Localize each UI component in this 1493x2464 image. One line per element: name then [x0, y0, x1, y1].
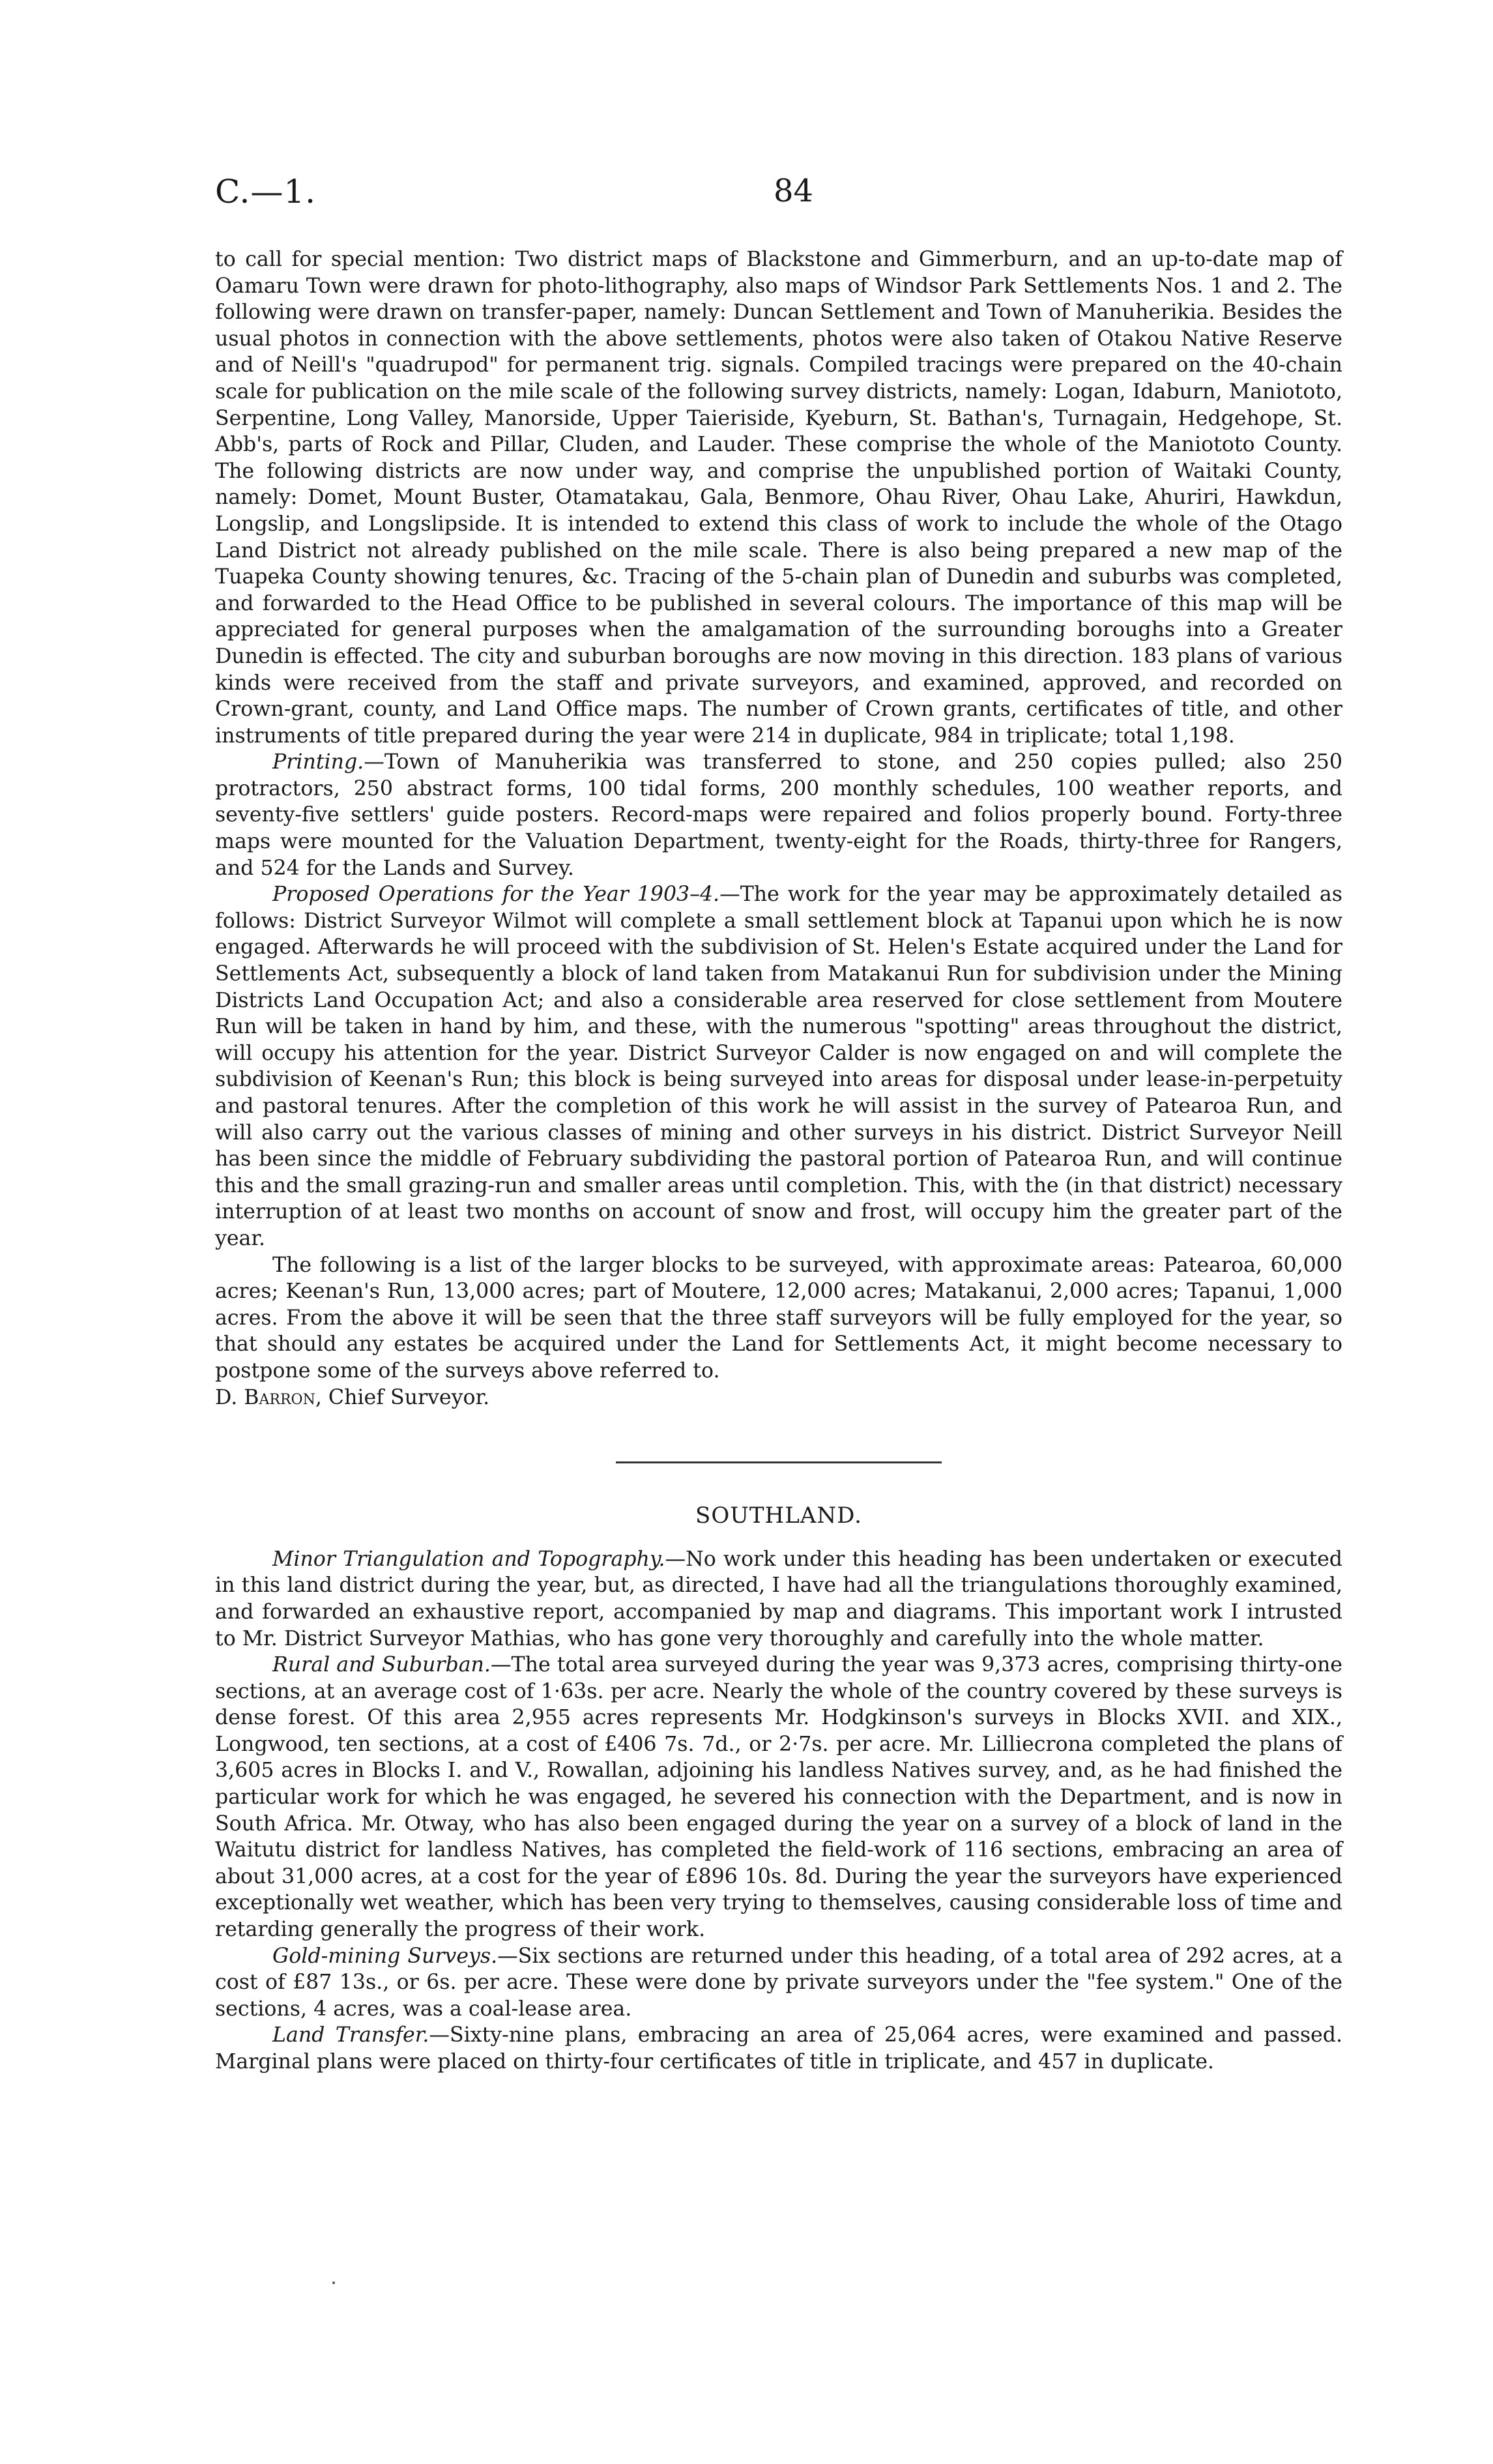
- signature: [215, 1385, 1342, 1411]
- land-transfer-heading: Land Transfer.: [272, 2023, 429, 2047]
- gold-mining-text: —Six sections are returned under this heading, of a total area of 292 acres, at a cost of £87 13s., or 6s. per acre. These were done by private surveyors under the "fee system." One of the sections, 4 acres, was a coal-lease area.: [215, 1944, 1342, 2021]
- printing-heading: Printing.: [272, 750, 364, 774]
- triangulation-text: —No work under this heading has been undertaken or executed in this land district during the year, but, as directed, I have had all the triangulations thoroughly examined, and forwarded an exhaustive report, accompanied by map and diagrams. This important work I intrusted to Mr. District Surveyor Mathias, who has gone very thoroughly and carefully into the whole matter.: [215, 1547, 1342, 1650]
- triangulation-heading: Minor Triangulation and Topography.: [272, 1547, 665, 1571]
- gold-mining-heading: Gold-mining Surveys.: [272, 1944, 498, 1968]
- page-body: [215, 246, 1342, 2075]
- proposed-operations-text: —The work for the year may be approximately detailed as follows: District Surveyor Wilmot will complete a small settlement block at Tapanui upon which he is now engaged. Afterwards he will proceed with the subdivision of St. Helen's Estate acquired under the Land for Settlements Act, subsequently a block of land taken from Matakanui Run for subdivision under the Mining Districts Land Occupation Act; and also a considerable area reserved for close settlement from Moutere Run will be taken in hand by him, and these, with the numerous "spotting" areas throughout the district, will occupy his attention for the year. District Surveyor Calder is now engaged on and will complete the subdivision of Keenan's Run; this block is being surveyed into areas for disposal under lease-in-perpetuity and pastoral tenures. After the completion of this work he will assist in the survey of Patearoa Run, and will also carry out the various classes of mining and other surveys in his district. District Surveyor Neill has been since the middle of February subdividing the pastoral portion of Patearoa Run, and will continue this and the small grazing-run and smaller areas until completion. This, with the (in that district) necessary interruption of at least two months on account of snow and frost, will occupy him the greater part of the year.: [215, 883, 1342, 1250]
- signature-title: , Chief Surveyor.: [315, 1385, 490, 1409]
- document-reference: C.—1.: [215, 173, 317, 211]
- proposed-operations-heading: Proposed Operations for the Year 1903–4.: [272, 883, 720, 907]
- triangulation-paragraph: [215, 1546, 1342, 1652]
- printing-paragraph: [215, 749, 1342, 881]
- rural-suburban-paragraph: [215, 1652, 1342, 1943]
- blocks-paragraph: The following is a list of the larger blocks to be surveyed, with approximate areas: Patearoa, 60,000 acres; Keenan's Run, 13,000 acres; part of Moutere, 12,000 acres; Matakanui, 2,000 acres; Tapanui, 1,000 acres. From the above it will be seen that the three staff surveyors will be fully employed for the year, so that should any estates be acquired under the Land for Settlements Act, it might become necessary to postpone some of the surveys above referred to.: [215, 1253, 1342, 1383]
- page-header: [215, 173, 1336, 225]
- section-divider: [616, 1461, 942, 1463]
- rural-suburban-text: —The total area surveyed during the year was 9,373 acres, comprising thirty-one sections, at an average cost of 1·63s. per acre. Nearly the whole of the country covered by these surveys is dense forest. Of this area 2,955 acres represents Mr. Hodgkinson's surveys in Blocks XVII. and XIX., Longwood, ten sections, at a cost of £406 7s. 7d., or 2·7s. per acre. Mr. Lilliecrona completed the plans of 3,605 acres in Blocks I. and V., Rowallan, adjoining his landless Natives survey, and, as he had finished the particular work for which he was engaged, he severed his connection with the Department, and is now in South Africa. Mr. Otway, who has also been engaged during the year on a survey of a block of land in the Waitutu district for landless Natives, has completed the field-work of 116 sections, embracing an area of about 31,000 acres, at a cost for the year of £896 10s. 8d. During the year the surveyors have experienced exceptionally wet weather, which has been very trying to themselves, causing considerable loss of time and retarding generally the progress of their work.: [215, 1653, 1342, 1942]
- page-number: 84: [774, 173, 814, 209]
- printing-text: —Town of Manuherikia was transferred to stone, and 250 copies pulled; also 250 protractors, 250 abstract forms, 100 tidal forms, 200 monthly schedules, 100 weather reports, and seventy-five settlers' guide posters. Record-maps were repaired and folios properly bound. Forty-three maps were mounted for the Valuation Department, twenty-eight for the Roads, thirty-three for Rangers, and 524 for the Lands and Survey.: [215, 750, 1342, 880]
- signature-name: Barron: [244, 1385, 315, 1409]
- proposed-operations-paragraph: [215, 881, 1342, 1252]
- rural-suburban-heading: Rural and Suburban.: [272, 1653, 491, 1677]
- signature-initial: D.: [215, 1385, 238, 1409]
- ink-speck: [332, 2281, 335, 2284]
- gold-mining-paragraph: [215, 1943, 1342, 2023]
- land-transfer-paragraph: [215, 2022, 1342, 2075]
- southland-heading: SOUTHLAND.: [695, 1503, 862, 1529]
- otago-continuation-paragraph: to call for special mention: Two district maps of Blackstone and Gimmerburn, and an up-to-date map of Oamaru Town were drawn for photo-lithography, also maps of Windsor Park Settlements Nos. 1 and 2. The following were drawn on transfer-paper, namely: Duncan Settlement and Town of Manuherikia. Besides the usual photos in connection with the above settlements, photos were also taken of Otakou Native Reserve and of Neill's "quadrupod" for permanent trig. signals. Compiled tracings were prepared on the 40-chain scale for publication on the mile scale of the following survey districts, namely: Logan, Idaburn, Maniototo, Serpentine, Long Valley, Manorside, Upper Taieriside, Kyeburn, St. Bathan's, Turnagain, Hedgehope, St. Abb's, parts of Rock and Pillar, Cluden, and Lauder. These comprise the whole of the Maniototo County. The following districts are now under way, and comprise the unpublished portion of Waitaki County, namely: Domet, Mount Buster, Otamatakau, Gala, Benmore, Ohau River, Ohau Lake, Ahuriri, Hawkdun, Longslip, and Longslipside. It is intended to extend this class of work to include the whole of the Otago Land District not already published on the mile scale. There is also being prepared a new map of the Tuapeka County showing tenures, &c. Tracing of the 5-chain plan of Dunedin and suburbs was completed, and forwarded to the Head Office to be published in several colours. The importance of this map will be appreciated for general purposes when the amalgamation of the surrounding boroughs into a Greater Dunedin is effected. The city and suburban boroughs are now moving in this direction. 183 plans of various kinds were received from the staff and private surveyors, and examined, approved, and recorded on Crown-grant, county, and Land Office maps. The number of Crown grants, certificates of title, and other instruments of title prepared during the year were 214 in duplicate, 984 in triplicate; total 1,198.: [215, 248, 1342, 748]
- land-transfer-text: —Sixty-nine plans, embracing an area of 25,064 acres, were examined and passed. Marginal plans were placed on thirty-four certificates of title in triplicate, and 457 in duplicate.: [215, 2023, 1342, 2074]
